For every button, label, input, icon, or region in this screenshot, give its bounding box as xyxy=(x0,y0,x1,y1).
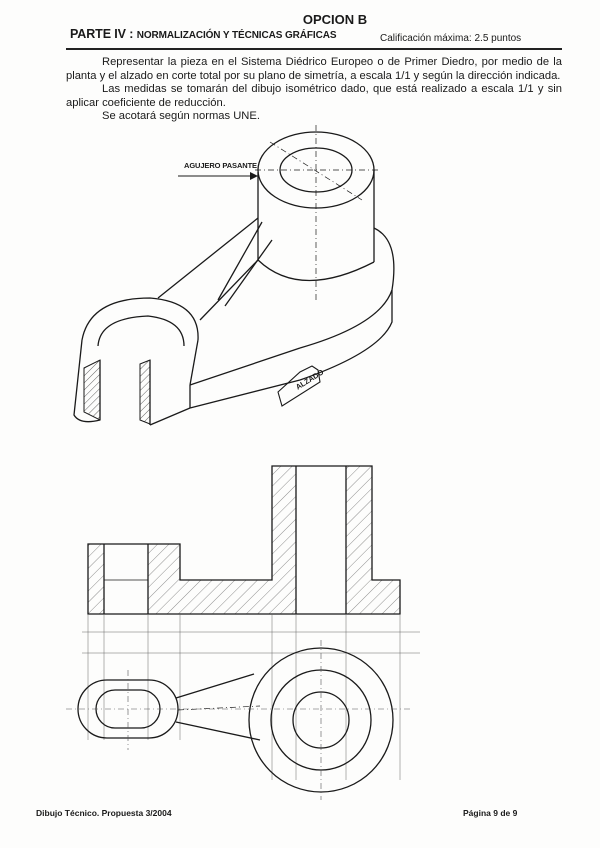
part-title-subject: NORMALIZACIÓN Y TÉCNICAS GRÁFICAS xyxy=(136,30,337,41)
instruction-1: Representar la pieza en el Sistema Diédrico Europeo o de Primer Diedro, por medio de la planta y el alzado en corte total por su plano de simetría, a escala 1/1 y según la dirección indicada. xyxy=(66,56,562,82)
instruction-2: Las medidas se tomarán del dibujo isométrico dado, que está realizado a escala 1/1 y sin aplicar coeficiente de reducción. xyxy=(66,83,562,109)
part-title-main: PARTE IV : xyxy=(70,27,137,41)
footer-course: Dibujo Técnico. Propuesta 3/2004 xyxy=(36,808,172,818)
hole-label: AGUJERO PASANTE xyxy=(184,161,257,170)
max-score: Calificación máxima: 2.5 puntos xyxy=(380,33,522,44)
instruction-3: Se acotará según normas UNE. xyxy=(102,110,260,123)
view-label: ALZADO xyxy=(294,367,326,392)
footer-page-number: Página 9 de 9 xyxy=(463,808,518,818)
option-title: OPCION B xyxy=(302,12,368,27)
